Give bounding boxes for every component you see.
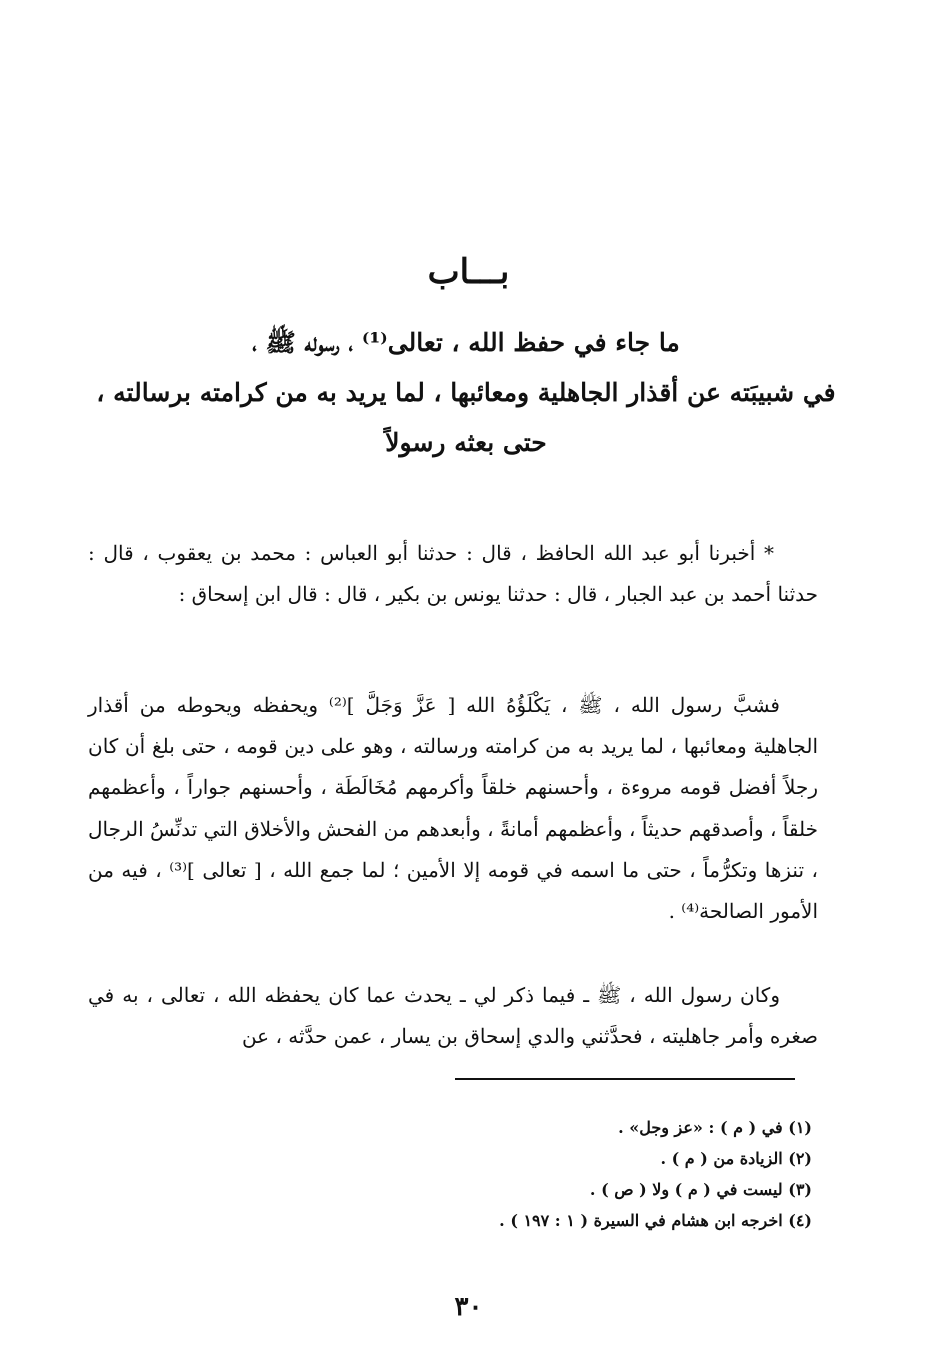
chapter-title-line-2: في شبيبَته عن أقذار الجاهلية ومعائبها ، لما يريد به من كرامته برسالته ، [96, 378, 836, 407]
footnote-4: (٤) اخرجه ابن هشام في السيرة ( ١ : ١٩٧ ) . [499, 1211, 812, 1230]
paragraph-main: فشبَّ رسول الله ، ﷺ ، يَكْلَؤُهُ الله [ عَزَّ وَجَلَّ ]⁽²⁾ ويحفظه ويحوطه من أقذار الجاهلية ومعائبها ، لما يريد به من كرامته ورسالته ، وهو على دين قومه ، حتى بلغ أن كان رجلاً أفضل قومه مروءة ، وأحسنهم خلقاً وأكرمهم مُخَالَطَة ، وأحسنهم جواراً ، وأعظمهم خلقاً ، وأصدقهم حديثاً ، وأعظمهم أمانةً ، وأبعدهم من الفحش والأخلاق التي تدنِّسُ الرجال ، تنزها وتكرُّماً ، حتى ما اسمه في قومه إلا الأمين ؛ لما جمع الله ، [ تعالى ]⁽³⁾ ، فيه من الأمور الصالحة⁽⁴⁾ . [88, 693, 819, 924]
footnote-3: (٣) ليست في ( م ) ولا ( ص ) . [589, 1180, 812, 1199]
footnote-divider [455, 1078, 795, 1080]
footnote-1: (١) في ( م ) : «عز وجل» . [618, 1118, 812, 1137]
footnote-2: (٢) الزيادة من ( م ) . [660, 1149, 812, 1168]
paragraph-isnad-text: أخبرنا أبو عبد الله الحافظ ، قال : حدثنا أبو العباس : محمد بن يعقوب ، قال : حدثنا أحمد بن عبد الجبار ، قال : حدثنا يونس بن بكير ، قال : قال ابن إسحاق : [88, 541, 818, 607]
paragraph-continued: وكان رسول الله ، ﷺ ـ فيما ذكر لي ـ يحدث عما كان يحفظه الله ، تعالى ، به في صغره وأمر جاهليته ، فحدَّثني والدي إسحاق بن يسار ، عمن حدَّثه ، عن [88, 983, 818, 1049]
chapter-title [95, 318, 837, 468]
chapter-title-line-1: ما جاء في حفظ الله ، تعالى⁽¹⁾ ، رسوله ﷺ ، [252, 328, 680, 357]
chapter-title-line-3: حتى بعثه رسولاً [385, 428, 547, 457]
chapter-heading: بـــاب [427, 252, 510, 292]
asterisk-marker: * [764, 541, 774, 565]
paragraph-isnad [88, 533, 818, 615]
footnotes [300, 1112, 812, 1236]
page-number: ٣٠ [454, 1292, 483, 1322]
